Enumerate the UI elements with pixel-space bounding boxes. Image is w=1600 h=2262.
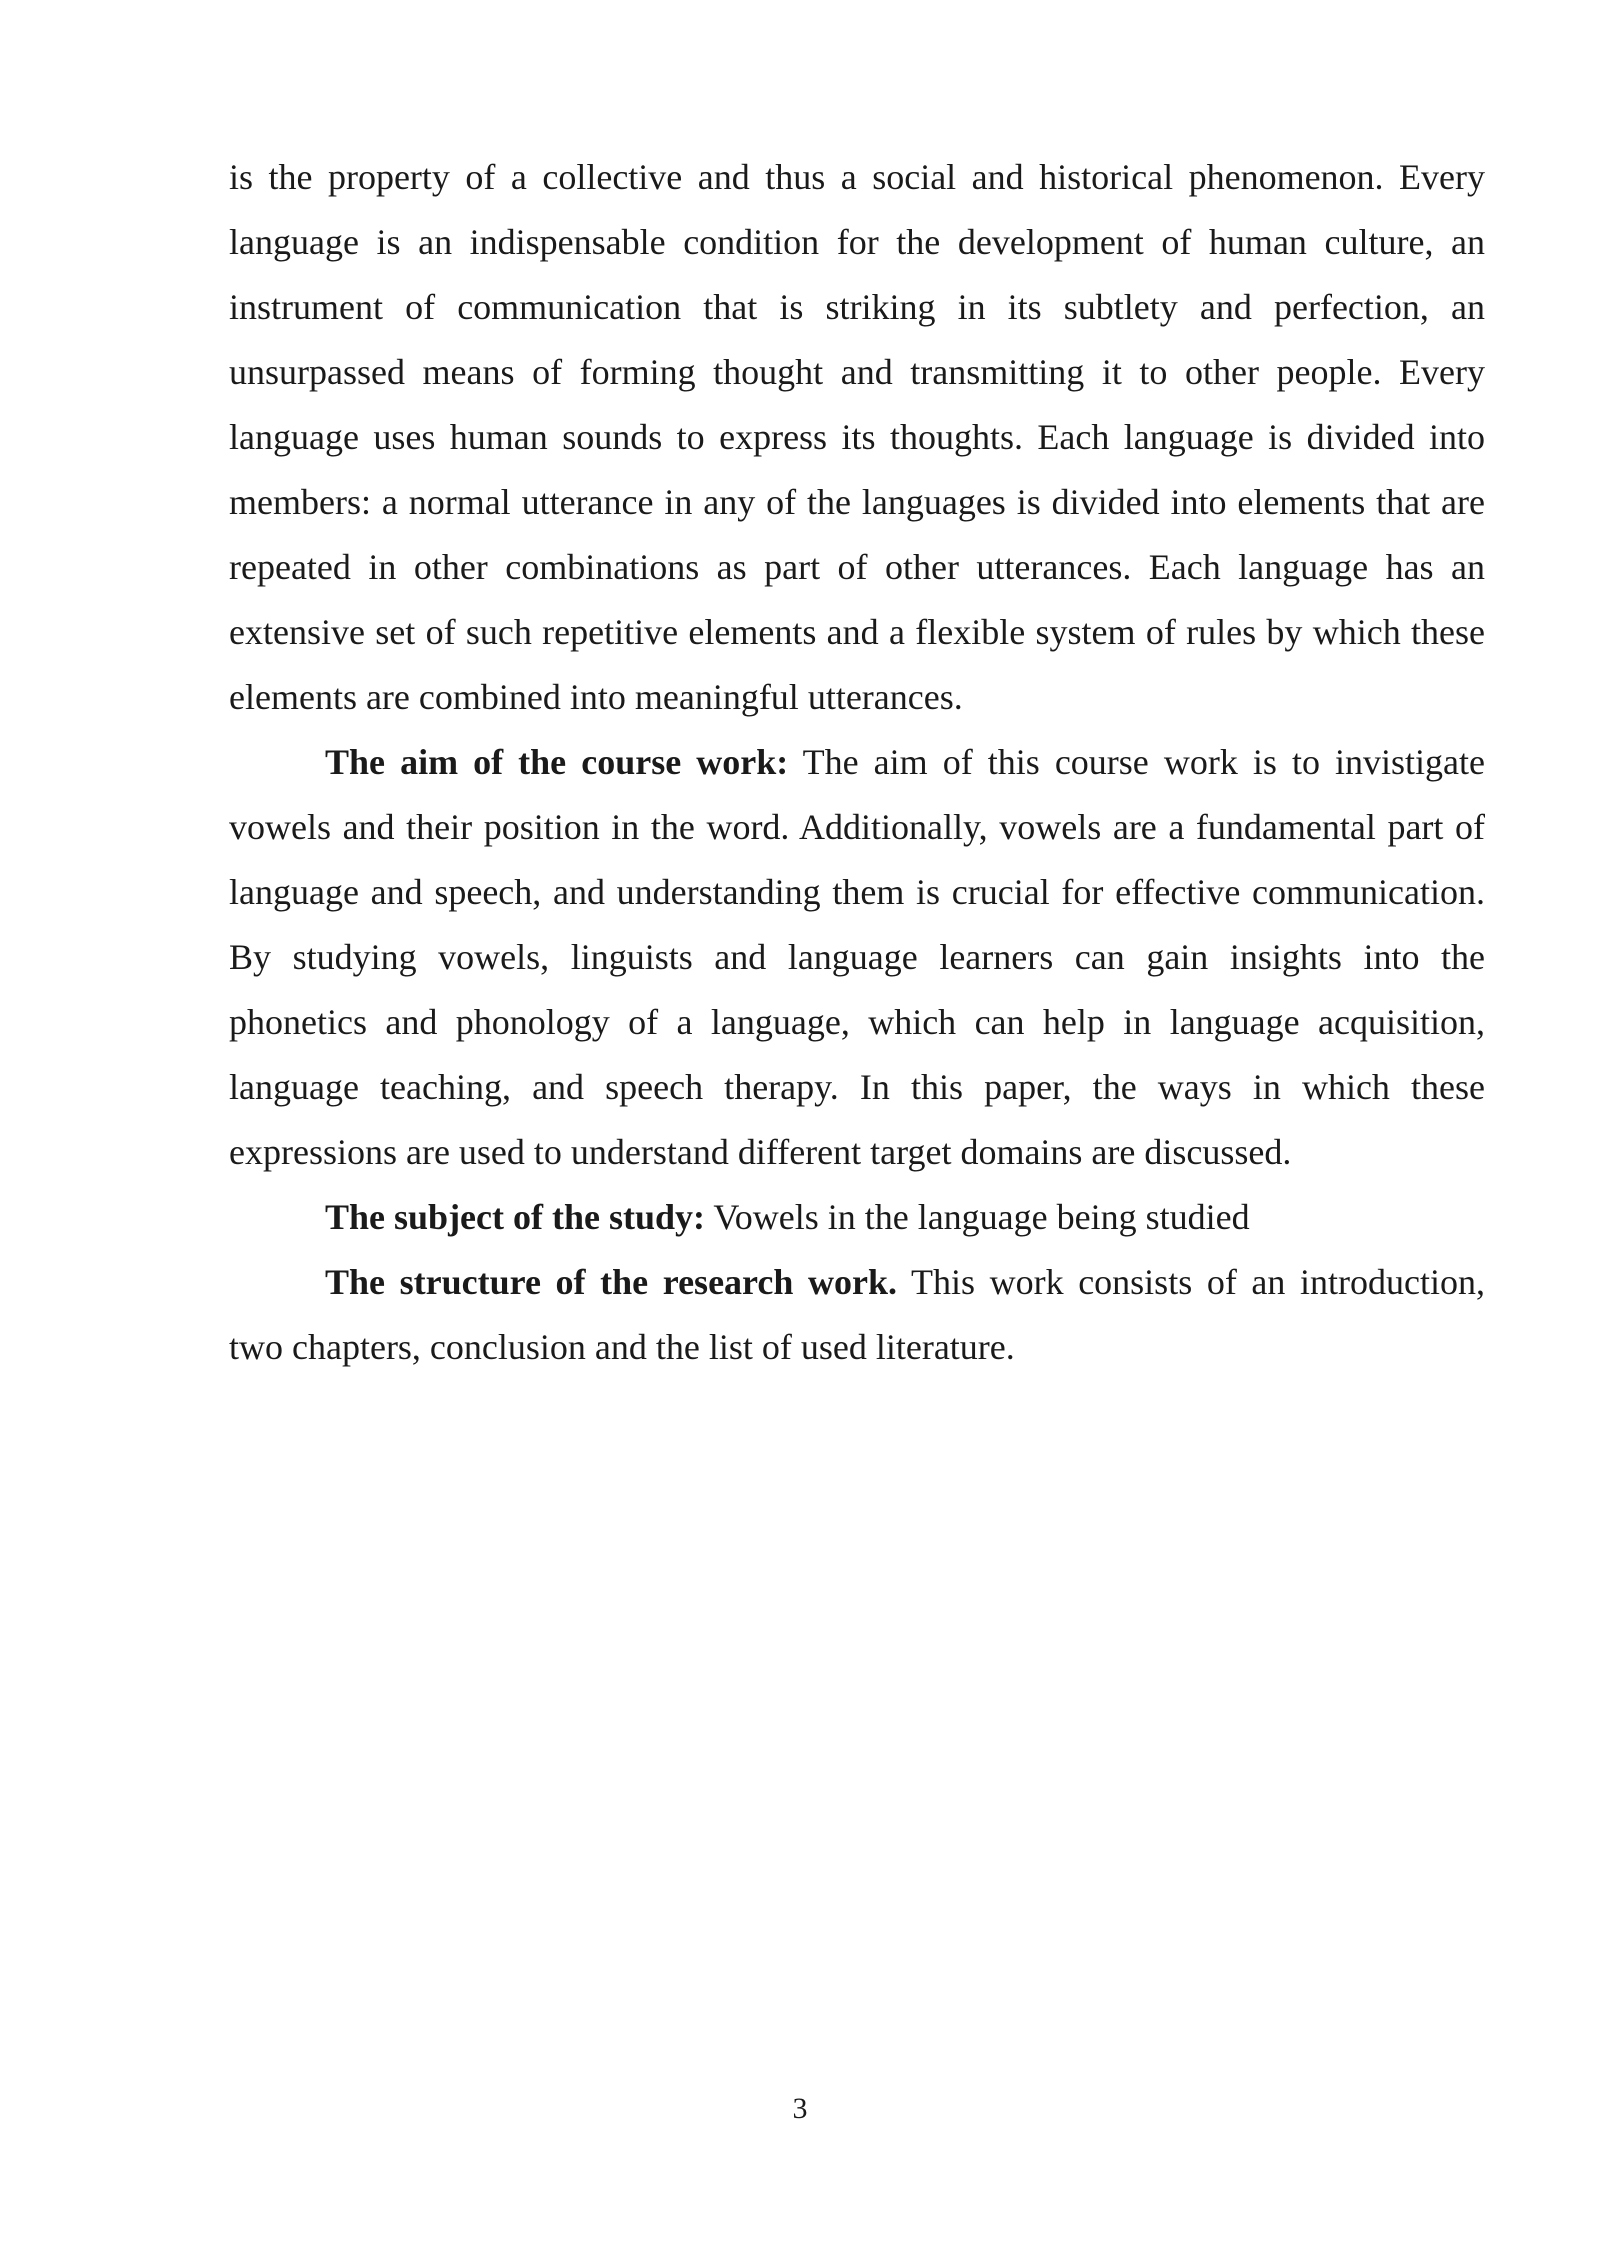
subject-heading: The subject of the study: xyxy=(325,1197,706,1237)
structure-heading: The structure of the research work. xyxy=(325,1262,897,1302)
subject-text: Vowels in the language being studied xyxy=(705,1197,1250,1237)
body-text xyxy=(229,145,1485,1380)
paragraph-subject xyxy=(229,1185,1485,1250)
aim-text: The aim of this course work is to invistigate vowels and their position in the word. Additionally, vowels are a fundamental part of language and speech, and understanding them is crucial for effective communication. By studying vowels, linguists and language learners can gain insights into the phonetics and phonology of a language, which can help in language acquisition, language teaching, and speech therapy. In this paper, the ways in which these expressions are used to understand different target domains are discussed. xyxy=(229,742,1486,1172)
paragraph-text: is the property of a collective and thus a social and historical phenomenon. Every language is an indispensable condition for the development of human culture, an instrument of communication that is striking in its subtlety and perfection, an unsurpassed means of forming thought and transmitting it to other people. Every language uses human sounds to express its thoughts. Each language is divided into members: a normal utterance in any of the languages is divided into elements that are repeated in other combinations as part of other utterances. Each language has an extensive set of such repetitive elements and a flexible system of rules by which these elements are combined into meaningful utterances. xyxy=(229,157,1485,717)
structure-text: This work consists of an introduction, two chapters, conclusion and the list of used literature. xyxy=(229,1262,1485,1367)
aim-heading: The aim of the course work: xyxy=(325,742,789,782)
paragraph-intro-continuation xyxy=(229,145,1485,730)
paragraph-aim xyxy=(229,730,1485,1185)
page-number: 3 xyxy=(792,2092,808,2125)
paragraph-structure xyxy=(229,1250,1485,1380)
